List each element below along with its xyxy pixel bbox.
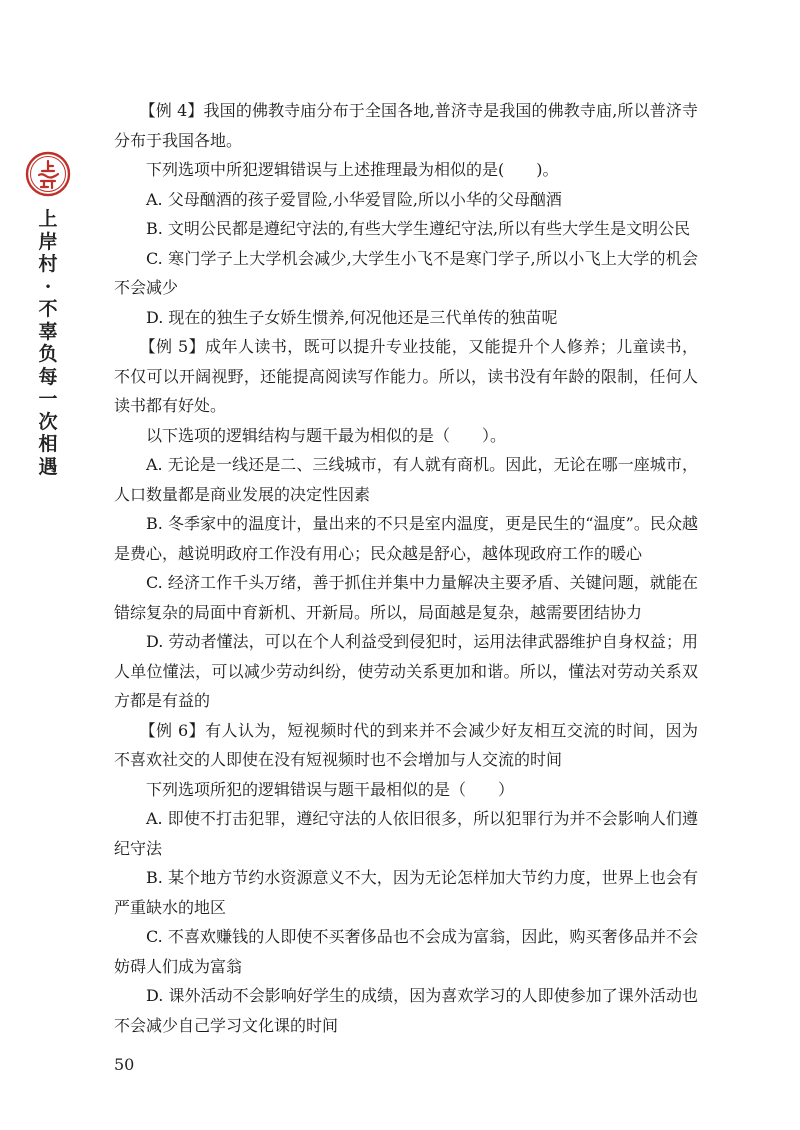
example-6-option-d: D. 课外活动不会影响好学生的成绩，因为喜欢学习的人即使参加了课外活动也不会减少自己学习文化课的时间 xyxy=(114,986,698,1035)
example-4-question: 下列选项中所犯逻辑错误与上述推理最为相似的是( )。 xyxy=(146,160,559,179)
example-4-option-b: B. 文明公民都是遵纪守法的,有些大学生遵纪守法,所以有些大学生是文明公民 xyxy=(146,219,691,238)
example-6-option-a: A. 即使不打击犯罪，遵纪守法的人依旧很多，所以犯罪行为并不会影响人们遵纪守法 xyxy=(114,809,698,858)
example-6-question: 下列选项所犯的逻辑错误与题干最相似的是（ ） xyxy=(146,779,515,799)
example-5-option-b: B. 冬季家中的温度计，量出来的不只是室内温度，更是民生的“温度”。民众越是费心，越说明政府工作没有用心；民众越是舒心，越体现政府工作的暖心 xyxy=(114,514,698,563)
example-6-option-b: B. 某个地方节约水资源意义不大，因为无论怎样加大节约力度，世界上也会有严重缺水的地区 xyxy=(114,868,698,917)
page-number: 50 xyxy=(114,1055,135,1074)
page-content xyxy=(114,96,698,1040)
example-4-option-a: A. 父母酗酒的孩子爱冒险,小华爱冒险,所以小华的父母酗酒 xyxy=(146,189,562,209)
example-5-option-a: A. 无论是一线还是二、三线城市，有人就有商机。因此，无论在哪一座城市，人口数量都是商业发展的决定性因素 xyxy=(114,455,698,504)
example-4-option-d: D. 现在的独生子女娇生惯养,何况他还是三代单传的独苗呢 xyxy=(146,307,558,327)
example-5-question: 以下选项的逻辑结构与题干最为相似的是（ ）。 xyxy=(146,425,507,445)
example-5-stem: 【例 5】成年人读书，既可以提升专业技能，又能提升个人修养；儿童读书，不仅可以开阔视野，还能提高阅读写作能力。所以，读书没有年龄的限制，任何人读书都有好处。 xyxy=(114,337,698,415)
seal-icon xyxy=(24,150,72,198)
sidebar-slogan: 上岸村·不辜负每一次相遇 xyxy=(38,208,58,478)
brand-seal-logo xyxy=(24,150,72,198)
example-6-option-c: C. 不喜欢赚钱的人即使不买奢侈品也不会成为富翁，因此，购买奢侈品并不会妨碍人们成为富翁 xyxy=(114,927,698,976)
example-4-stem: 【例 4】我国的佛教寺庙分布于全国各地,普济寺是我国的佛教寺庙,所以普济寺分布于我国各地。 xyxy=(114,101,698,150)
example-5-option-d: D. 劳动者懂法，可以在个人利益受到侵犯时，运用法律武器维护自身权益；用人单位懂法，可以减少劳动纠纷，使劳动关系更加和谐。所以，懂法对劳动关系双方都是有益的 xyxy=(114,632,698,710)
example-6-stem: 【例 6】有人认为，短视频时代的到来并不会减少好友相互交流的时间，因为不喜欢社交的人即使在没有短视频时也不会增加与人交流的时间 xyxy=(114,720,698,769)
example-4-option-c: C. 寒门学子上大学机会减少,大学生小飞不是寒门学子,所以小飞上大学的机会不会减少 xyxy=(114,248,698,297)
example-5-option-c: C. 经济工作千头万绪，善于抓住并集中力量解决主要矛盾、关键问题，就能在错综复杂的局面中育新机、开新局。所以，局面越是复杂，越需要团结协力 xyxy=(114,573,698,622)
